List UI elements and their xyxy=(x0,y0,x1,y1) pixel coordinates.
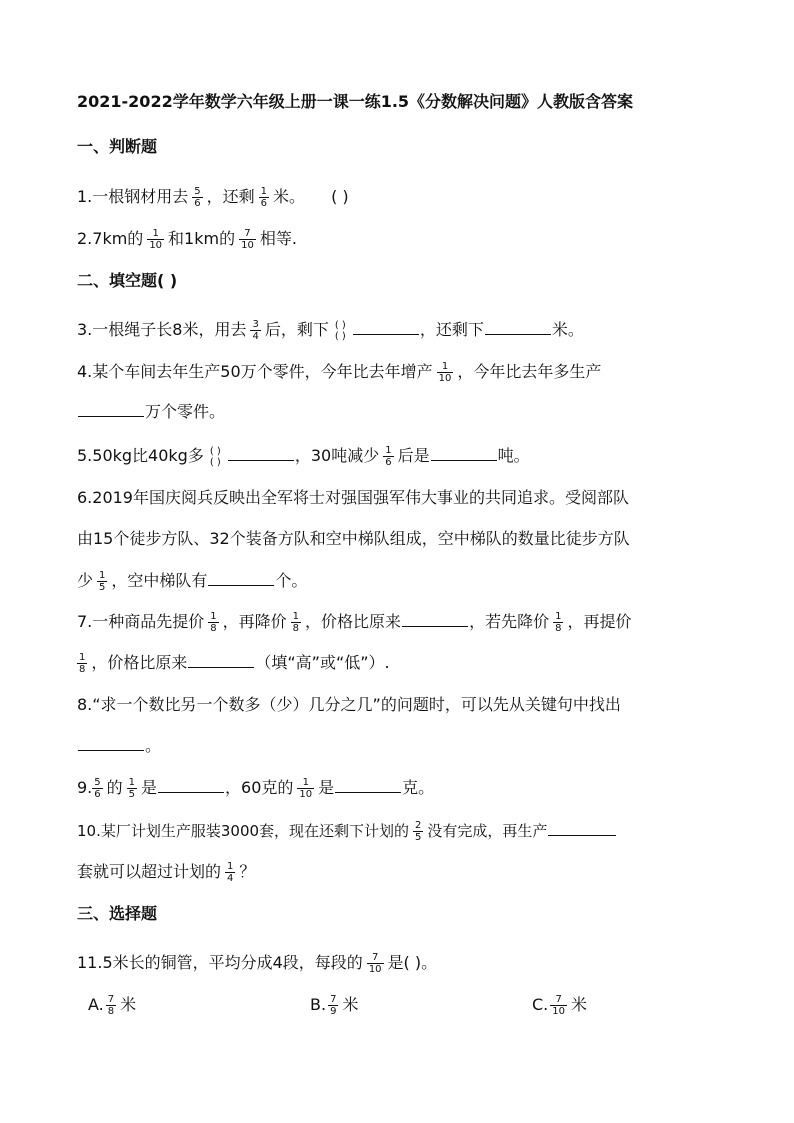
answer-blank[interactable] xyxy=(158,791,224,793)
option-b[interactable]: B. $\frac{7}{9}$ 米 xyxy=(310,994,359,1017)
question-3: 3.一根绳子长8米，用去 $\frac{3}{4}$ 后，剩下 ( ) ( ) ，还剩下 米。 xyxy=(77,319,584,342)
question-6-line3: 少 $\frac{1}{5}$ ，空中梯队有 个。 xyxy=(77,570,308,593)
question-10-cont: 套就可以超过计划的 $\frac{1}{4}$ ？ xyxy=(77,861,256,884)
fraction: $\frac{1}{6}$ xyxy=(260,186,268,209)
fraction: $\frac{7}{10}$ xyxy=(552,994,565,1017)
question-7-cont: $\frac{1}{8}$ ，价格比原来 （填“高”或“低”）. xyxy=(79,652,390,675)
fraction: $\frac{1}{8}$ xyxy=(210,611,217,634)
option-a[interactable]: A. $\frac{7}{8}$ 米 xyxy=(88,994,137,1017)
fraction: $\frac{2}{5}$ xyxy=(415,820,422,843)
fraction: $\frac{1}{8}$ xyxy=(555,611,562,634)
fraction: $\frac{5}{6}$ xyxy=(194,186,201,209)
section-heading-fill-in: 二、填空题( ) xyxy=(77,271,178,290)
answer-blank[interactable] xyxy=(353,333,419,335)
fraction: $\frac{1}{10}$ xyxy=(299,777,313,800)
answer-blank[interactable] xyxy=(431,459,497,461)
fraction: $\frac{1}{5}$ xyxy=(99,570,106,593)
fraction: $\frac{1}{4}$ xyxy=(227,861,234,884)
question-4: 4.某个车间去年生产50万个零件，今年比去年增产 $\frac{1}{10}$ ，今年比去年多生产 xyxy=(77,361,602,384)
fraction: $\frac{7}{10}$ xyxy=(368,952,382,975)
question-8-cont: 。 xyxy=(77,736,161,756)
fraction: $\frac{1}{8}$ xyxy=(79,652,86,675)
answer-blank[interactable] xyxy=(208,584,274,586)
question-11: 11.5米长的铜管，平均分成4段，每段的 $\frac{7}{10}$ 是( )。 xyxy=(77,952,438,975)
fraction: $\frac{1}{10}$ xyxy=(438,361,452,384)
fraction: $\frac{1}{10}$ xyxy=(149,228,163,251)
fraction-blank[interactable]: ( ) ( ) xyxy=(334,319,346,342)
question-10: 10.某厂计划生产服装3000套，现在还剩下计划的 $\frac{2}{5}$ 没有完成，再生产 xyxy=(77,820,617,843)
fraction-blank[interactable]: ( ) ( ) xyxy=(209,445,221,468)
answer-blank[interactable] xyxy=(485,333,551,335)
answer-blank[interactable] xyxy=(78,415,144,417)
question-8: 8.“求一个数比另一个数多（少）几分之几”的问题时，可以先从关键句中找出 xyxy=(77,695,621,714)
answer-blank[interactable] xyxy=(548,834,616,836)
answer-blank[interactable] xyxy=(228,459,294,461)
answer-blank[interactable] xyxy=(335,791,401,793)
question-9: 9. $\frac{5}{6}$ 的 $\frac{1}{5}$ 是 ，60克的 $\frac{1}{10}$ 是 克。 xyxy=(77,777,435,800)
section-heading-judgement: 一、判断题 xyxy=(77,137,158,156)
fraction: $\frac{1}{6}$ xyxy=(385,445,392,468)
question-7: 7.一种商品先提价 $\frac{1}{8}$ ，再降价 $\frac{1}{8}$ ，价格比原来 ，若先降价 $\frac{1}{8}$ ，再提价 xyxy=(77,611,632,634)
question-6: 6.2019年国庆阅兵反映出全军将士对强国强军伟大事业的共同追求。受阅部队 xyxy=(77,488,629,507)
answer-blank[interactable] xyxy=(78,749,144,751)
document-title: 2021-2022学年数学六年级上册一课一练1.5《分数解决问题》人教版含答案 xyxy=(77,92,634,111)
fraction: $\frac{7}{10}$ xyxy=(241,228,254,251)
answer-parentheses[interactable]: ( ) xyxy=(331,187,349,206)
question-2: 2.7km的 $\frac{1}{10}$ 和1km的 $\frac{7}{10}$ 相等. xyxy=(77,228,297,251)
fraction: $\frac{7}{8}$ xyxy=(107,994,115,1017)
question-4-cont: 万个零件。 xyxy=(77,402,225,422)
fraction: $\frac{1}{5}$ xyxy=(128,777,136,800)
fraction: $\frac{1}{8}$ xyxy=(292,611,300,634)
section-heading-multiple-choice: 三、选择题 xyxy=(77,904,158,923)
answer-blank[interactable] xyxy=(188,666,254,668)
fraction: $\frac{7}{9}$ xyxy=(330,994,337,1017)
option-c[interactable]: C. $\frac{7}{10}$ 米 xyxy=(532,994,588,1017)
question-6-line2: 由15个徒步方队、32个装备方队和空中梯队组成，空中梯队的数量比徒步方队 xyxy=(77,529,630,548)
answer-blank[interactable] xyxy=(402,625,468,627)
question-1: 1.一根钢材用去 $\frac{5}{6}$ ，还剩 $\frac{1}{6}$ 米。 ( ) xyxy=(77,186,349,209)
fraction: $\frac{5}{6}$ xyxy=(94,777,101,800)
fraction: $\frac{3}{4}$ xyxy=(252,319,259,342)
question-5: 5.50kg比40kg多 ( ) ( ) ，30吨减少 $\frac{1}{6}$ 后是 吨。 xyxy=(77,445,530,468)
